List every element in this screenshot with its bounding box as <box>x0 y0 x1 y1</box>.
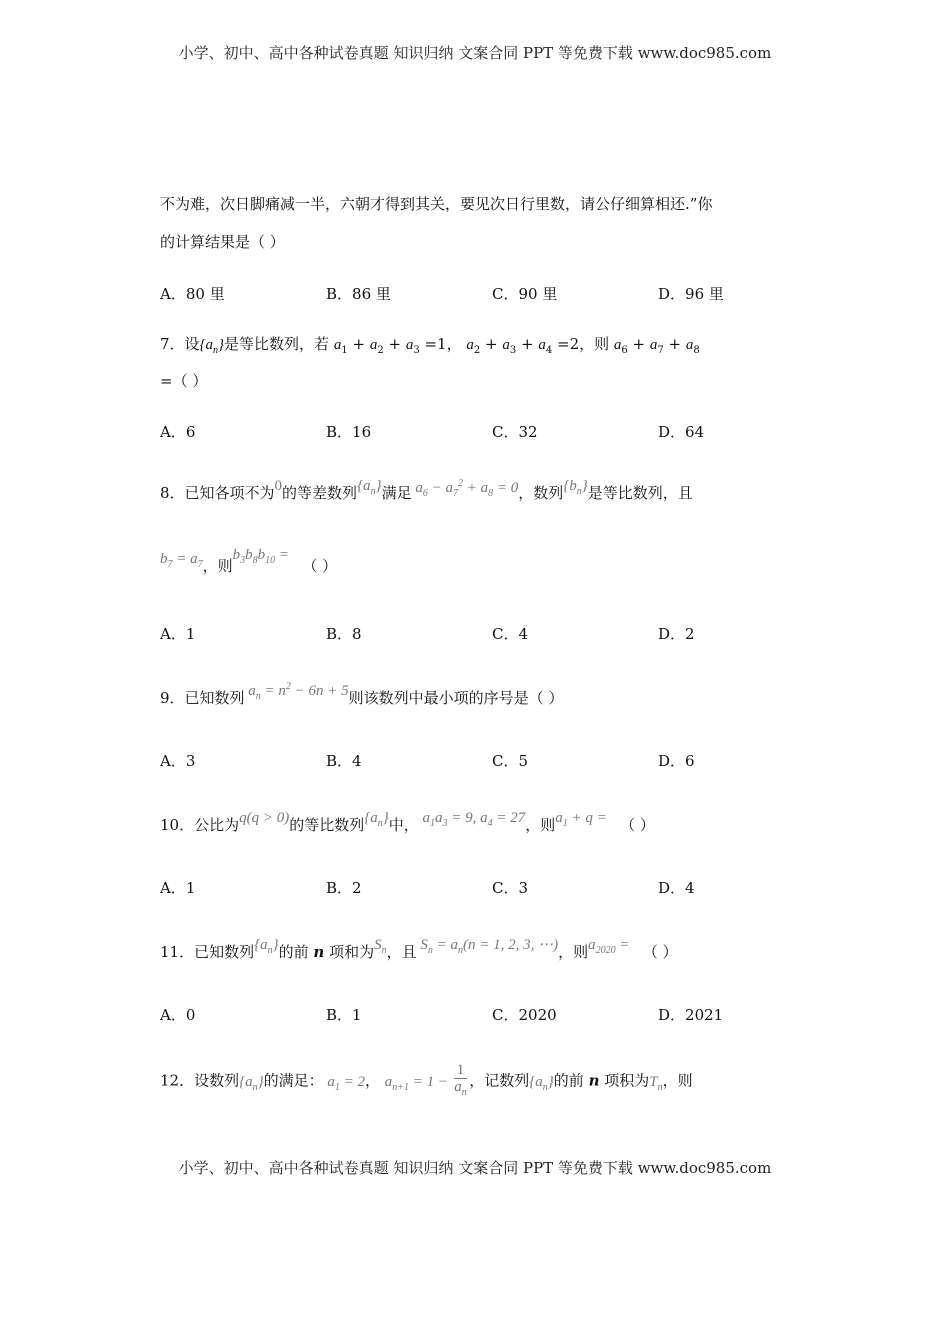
page-header: 小学、初中、高中各种试卷真题 知识归纳 文案合同 PPT 等免费下载 www.doc985.com <box>178 44 772 62</box>
q6-option-b: B．86 里 <box>326 285 391 303</box>
q11-stem: 11．已知数列$\{a_n\}$的前 n 项和为$S_n$，且 $S_n = a_n(n = 1$, 2, 3, ⋯)，则$a_{2020}$ = （ ） <box>160 937 678 961</box>
q7-option-b: B．16 <box>326 423 372 441</box>
q10-option-c: C．3 <box>492 879 529 897</box>
q8-stem: 8．已知各项不为0的等差数列$\{a_n\}$满足 $a_6 - a_7^2 + a_8 = 0$，数列$\{b_n\}$是等比数列，且 <box>160 478 693 502</box>
q9-stem: 9．已知数列 $a_n = n^2 - 6n + 5$则该数列中最小项的序号是（ ） <box>160 681 564 707</box>
q7-stem: 7．设$\{a_n\}$是等比数列，若 $a_1 + a_2 + a_3 =1$， $a_2 + a_3 + a_4 =2$，则 $a_6 + a_7 + a_8$ <box>160 335 700 356</box>
q8-option-c: C．4 <box>492 625 529 643</box>
q6-text-line2: 的计算结果是（ ） <box>160 233 285 251</box>
page-footer: 小学、初中、高中各种试卷真题 知识归纳 文案合同 PPT 等免费下载 www.doc985.com <box>178 1159 772 1177</box>
q9-option-a: A．3 <box>160 752 196 770</box>
q10-stem: 10．公比为q(q > 0)的等比数列$\{a_n\}$中， $a_1a_3 = 9$, $a_4 = 27$，则$a_1 + q$ = （ ） <box>160 810 655 834</box>
q8-option-d: D．2 <box>658 625 695 643</box>
q6-option-c: C．90 里 <box>492 285 558 303</box>
q9-option-d: D．6 <box>658 752 695 770</box>
q12-stem: 12．设数列$\{a_n\}$的满足： $a_1 = 2$， $a_{n+1} = 1$ − $\frac{1}{a_n}$ ，记数列$\{a_n\}$的前 n 项积为$T_n$，则 <box>160 1062 693 1098</box>
q11-option-b: B．1 <box>326 1006 362 1024</box>
q10-option-a: A．1 <box>160 879 196 897</box>
q9-option-b: B．4 <box>326 752 362 770</box>
q7-stem-line2: =（ ） <box>160 372 208 390</box>
q11-option-a: A．0 <box>160 1006 196 1024</box>
q10-option-d: D．4 <box>658 879 695 897</box>
q6-text-line1: 不为难，次日脚痛减一半，六朝才得到其关，要见次日行里数，请公仔细算相还.”你 <box>160 195 713 213</box>
q8-stem-line2: $b_7 = a_7$，则$b_3b_8b_{10}$ = （ ） <box>160 547 338 575</box>
q11-option-c: C．2020 <box>492 1006 557 1024</box>
q6-option-d: D．96 里 <box>658 285 724 303</box>
q9-option-c: C．5 <box>492 752 529 770</box>
q7-option-c: C．32 <box>492 423 538 441</box>
q7-option-a: A．6 <box>160 423 196 441</box>
q10-option-b: B．2 <box>326 879 362 897</box>
q11-option-d: D．2021 <box>658 1006 724 1024</box>
q7-option-d: D．64 <box>658 423 705 441</box>
q6-option-a: A．80 里 <box>160 285 225 303</box>
q8-option-b: B．8 <box>326 625 362 643</box>
q8-option-a: A．1 <box>160 625 196 643</box>
